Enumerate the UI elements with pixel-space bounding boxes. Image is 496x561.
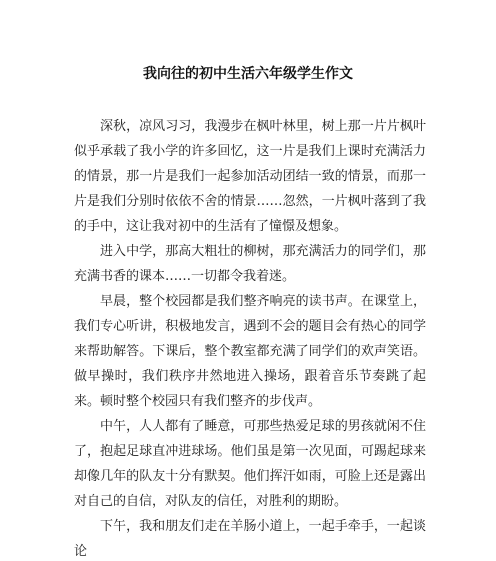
- paragraph: 进入中学，那高大粗壮的柳树，那充满活力的同学们，那充满书香的课本……一切都令我着迷。: [74, 244, 426, 284]
- paragraph: 早晨，整个校园都是我们整齐响亮的读书声。在课堂上，我们专心听讲，积极地发言，遇到不会的题目会有热心的同学来帮助解答。下课后，整个教室都充满了同学们的欢声笑语。做早操时，我们秩序井然地进入操场，跟着音乐节奏跳了起来。顿时整个校园只有我们整齐的步伐声。: [74, 294, 426, 409]
- document-body: [74, 114, 426, 561]
- document-title: 我向往的初中生活六年级学生作文: [143, 66, 353, 82]
- paragraph: 下午，我和朋友们走在羊肠小道上，一起手牵手，一起谈论: [74, 519, 426, 559]
- paragraph: 中午，人人都有了睡意，可那些热爱足球的男孩就闲不住了，抱起足球直冲进球场。他们虽是第一次见面，可踢起球来却像几年的队友十分有默契。他们挥汗如雨，可脸上还是露出对自己的自信，对队友的信任，对胜利的期盼。: [74, 419, 426, 509]
- paragraph: 深秋，凉风习习，我漫步在枫叶林里，树上那一片片枫叶似乎承载了我小学的许多回忆，这一片是我们上课时充满活力的情景，那一片是我们一起参加活动团结一致的情景，而那一片是我们分别时依依不舍的情景……忽然，一片枫叶落到了我的手中，这让我对初中的生活有了憧憬及想象。: [74, 119, 426, 234]
